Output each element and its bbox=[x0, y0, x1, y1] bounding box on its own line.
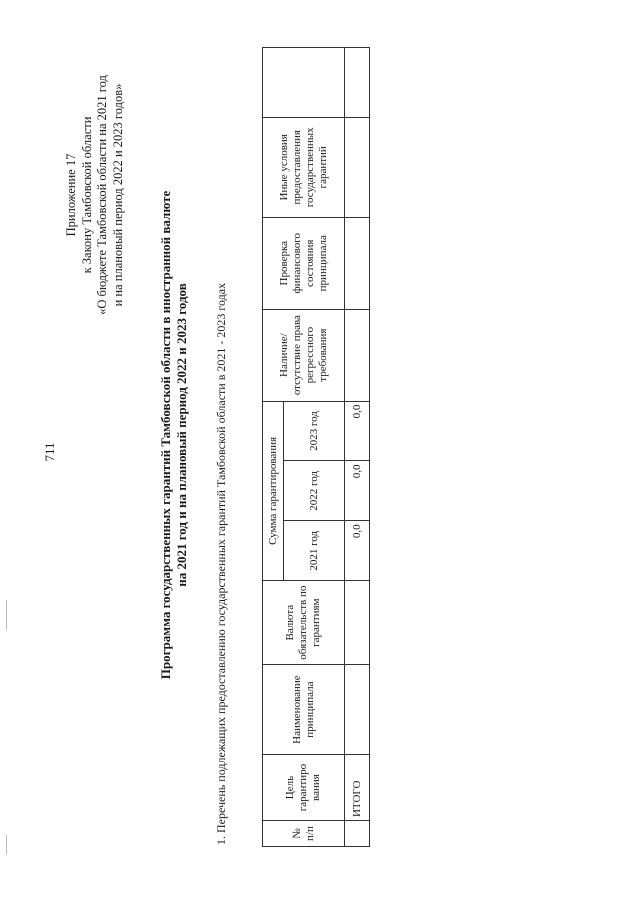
table-header-row bbox=[263, 48, 284, 847]
appendix-line-2: к Закону Тамбовской области bbox=[79, 116, 94, 274]
header-year-2021: 2021 год bbox=[284, 521, 345, 581]
total-label: ИТОГО bbox=[345, 755, 370, 821]
table-total-row bbox=[345, 48, 370, 847]
header-other: Иные условия предоставления государственных гарантий bbox=[263, 117, 345, 217]
appendix-line-3: «О бюджете Тамбовской области на 2021 год bbox=[95, 75, 109, 315]
total-empty-cell bbox=[345, 48, 370, 118]
list-heading: 1. Перечень подлежащих предоставлению государственных гарантий Тамбовской области в 2021 - 2023 годах bbox=[214, 282, 228, 845]
title-line-2: на 2021 год и на плановый период 2022 и 2023 годов bbox=[174, 283, 189, 587]
title-line-1: Программа государственных гарантий Тамбовской области в иностранной валюте bbox=[158, 190, 173, 680]
header-empty bbox=[263, 48, 345, 118]
total-2022: 0,0 bbox=[345, 461, 370, 521]
guarantees-table bbox=[262, 47, 370, 847]
total-principal-cell bbox=[345, 665, 370, 755]
header-amount-group: Сумма гарантирования bbox=[263, 401, 284, 581]
header-currency: Валюта обязательств по гарантиям bbox=[263, 581, 345, 665]
page-number: 711 bbox=[42, 442, 57, 462]
appendix-line-1: Приложение 17 bbox=[64, 153, 78, 237]
header-principal: Наименование принципала bbox=[263, 665, 345, 755]
total-currency-cell bbox=[345, 581, 370, 665]
header-num: № п/п bbox=[263, 821, 345, 847]
appendix-header bbox=[64, 15, 126, 375]
header-check: Проверка финансового состояния принципала bbox=[263, 217, 345, 309]
header-regress: Наличие/ отсутствие права регрессного требования bbox=[263, 309, 345, 401]
header-year-2023: 2023 год bbox=[284, 401, 345, 461]
total-other-cell bbox=[345, 117, 370, 217]
total-2021: 0,0 bbox=[345, 521, 370, 581]
total-check-cell bbox=[345, 217, 370, 309]
header-year-2022: 2022 год bbox=[284, 461, 345, 521]
total-2023: 0,0 bbox=[345, 401, 370, 461]
total-num-cell bbox=[345, 821, 370, 847]
total-regress-cell bbox=[345, 309, 370, 401]
document-title bbox=[158, 115, 190, 755]
header-purpose: Цель гарантиро вания bbox=[263, 755, 345, 821]
appendix-line-4: и на плановый период 2022 и 2023 годов» bbox=[110, 83, 125, 307]
